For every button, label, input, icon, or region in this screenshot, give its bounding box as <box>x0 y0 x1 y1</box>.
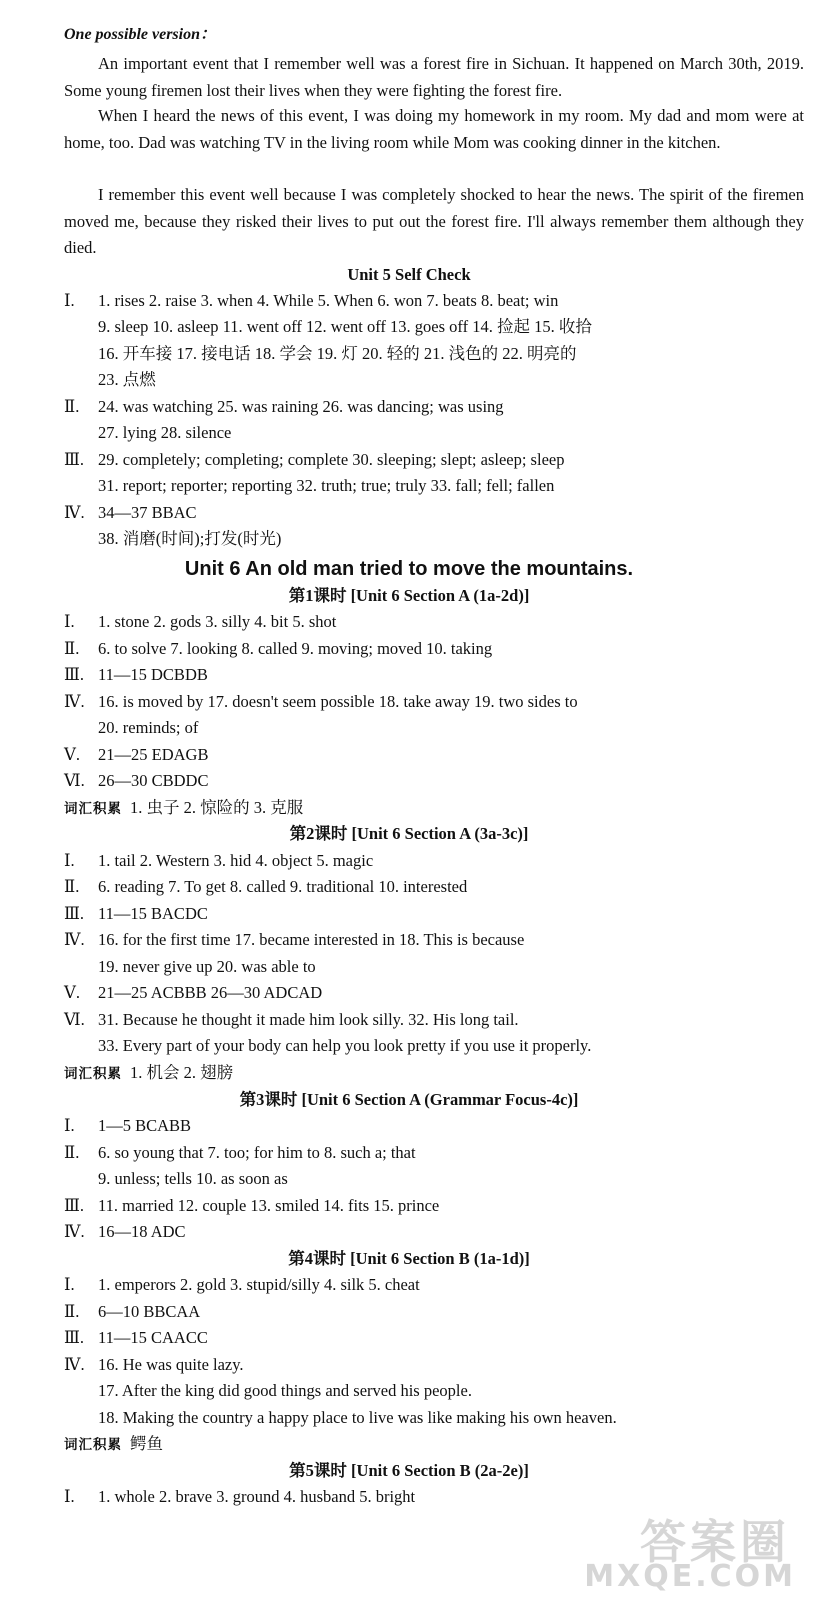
answer-text: 34—37 BBAC <box>98 503 197 522</box>
answer-text: 16—18 ADC <box>98 1222 186 1241</box>
answer-line <box>64 850 373 872</box>
answer-text: 31. report; reporter; reporting 32. truth; true; truly 33. fall; fell; fallen <box>98 476 555 495</box>
answer-text: 1. whole 2. brave 3. ground 4. husband 5. bright <box>98 1487 416 1506</box>
answer-line <box>64 982 322 1004</box>
roman-numeral: Ⅰ. <box>64 851 75 870</box>
roman-numeral: Ⅲ. <box>64 1196 85 1215</box>
roman-numeral: Ⅰ. <box>64 1487 75 1506</box>
answer-line <box>64 876 467 898</box>
vocab-line <box>64 1433 163 1456</box>
essay-paragraph-2: When I heard the news of this event, I was doing my homework in my room. My dad and mom were at home, too. Dad was watching TV in the living room while Mom was cooking dinner in the kitchen. <box>64 106 804 152</box>
answer-text: 17. After the king did good things and served his people. <box>98 1381 472 1400</box>
answer-text: 31. Because he thought it made him look silly. 32. His long tail. <box>98 1010 519 1029</box>
vocab-text: 1. 机会 2. 翅膀 <box>130 1063 234 1082</box>
answer-line <box>64 638 492 660</box>
roman-numeral: Ⅱ. <box>64 397 80 416</box>
answer-text: 11—15 CAACC <box>98 1328 208 1347</box>
lesson-title: 第1课时 [Unit 6 Section A (1a-2d)] <box>288 586 530 605</box>
vocab-label: 词汇积累 <box>64 1437 122 1452</box>
answer-line <box>64 1195 439 1217</box>
answer-text: 29. completely; completing; complete 30. sleeping; slept; asleep; sleep <box>98 450 565 469</box>
answer-line <box>64 1301 200 1323</box>
answer-text: 1. emperors 2. gold 3. stupid/silly 4. silk 5. cheat <box>98 1275 420 1294</box>
lesson-title: 第4课时 [Unit 6 Section B (1a-1d)] <box>288 1249 530 1268</box>
answer-line <box>98 717 198 739</box>
answer-text: 38. 消磨(时间);打发(时光) <box>98 529 282 548</box>
answer-text: 6—10 BBCAA <box>98 1302 201 1321</box>
watermark-logo-en: MXQE.COM <box>584 1559 796 1594</box>
watermark-logo-cn: 答案圈 <box>640 1515 790 1569</box>
answer-line <box>64 449 564 471</box>
answer-line <box>98 1035 591 1057</box>
roman-numeral: Ⅲ. <box>64 665 85 684</box>
answer-line <box>98 1168 288 1190</box>
roman-numeral: Ⅲ. <box>64 450 85 469</box>
roman-numeral: Ⅳ. <box>64 503 85 522</box>
roman-numeral: Ⅰ. <box>64 1116 75 1135</box>
answer-line <box>64 929 524 951</box>
roman-numeral: Ⅱ. <box>64 1302 80 1321</box>
vocab-line <box>64 1062 233 1085</box>
roman-numeral: Ⅰ. <box>64 1275 75 1294</box>
answer-line <box>64 396 504 418</box>
vocab-text: 1. 虫子 2. 惊险的 3. 克服 <box>130 798 304 817</box>
answer-line <box>64 903 208 925</box>
answer-text: 1. rises 2. raise 3. when 4. While 5. When 6. won 7. beats 8. beat; win <box>98 291 559 310</box>
answer-text: 21—25 ACBBB 26—30 ADCAD <box>98 983 323 1002</box>
answer-text: 33. Every part of your body can help you look pretty if you use it properly. <box>98 1036 592 1055</box>
roman-numeral: Ⅴ. <box>64 745 81 764</box>
answer-text: 16. for the first time 17. became interested in 18. This is because <box>98 930 525 949</box>
answer-line <box>64 1142 416 1164</box>
answer-text: 19. never give up 20. was able to <box>98 957 316 976</box>
answer-text: 9. unless; tells 10. as soon as <box>98 1169 288 1188</box>
answer-line <box>64 1274 420 1296</box>
answer-line <box>98 528 281 550</box>
answer-text: 11. married 12. couple 13. smiled 14. fits 15. prince <box>98 1196 440 1215</box>
answer-text: 24. was watching 25. was raining 26. was dancing; was using <box>98 397 504 416</box>
answer-line <box>98 369 156 391</box>
answer-line <box>98 475 554 497</box>
roman-numeral: Ⅵ. <box>64 1010 85 1029</box>
vocab-label: 词汇积累 <box>64 1066 122 1081</box>
answer-line <box>98 956 316 978</box>
self-check-title: Unit 5 Self Check <box>347 265 471 284</box>
answer-line <box>64 744 208 766</box>
vocab-text: 鳄鱼 <box>130 1434 163 1453</box>
answer-text: 18. Making the country a happy place to live was like making his own heaven. <box>98 1408 617 1427</box>
essay-paragraph-3: I remember this event well because I was completely shocked to hear the news. The spirit of the firemen moved me, because they risked their lives to put out the forest fire. I'll always remember them although they died. <box>64 185 804 257</box>
roman-numeral: Ⅱ. <box>64 877 80 896</box>
roman-numeral: Ⅵ. <box>64 771 85 790</box>
essay-paragraph-1: An important event that I remember well was a forest fire in Sichuan. It happened on March 30th, 2019. Some young firemen lost their lives when they were fighting the forest fire. <box>64 54 804 100</box>
lesson-title: 第2课时 [Unit 6 Section A (3a-3c)] <box>289 824 529 843</box>
answer-text: 16. He was quite lazy. <box>98 1355 244 1374</box>
answer-text: 6. to solve 7. looking 8. called 9. moving; moved 10. taking <box>98 639 493 658</box>
answer-line <box>98 422 231 444</box>
answer-line <box>64 290 558 312</box>
roman-numeral: Ⅳ. <box>64 930 85 949</box>
site-watermark <box>586 1504 796 1594</box>
answer-text: 16. is moved by 17. doesn't seem possible 18. take away 19. two sides to <box>98 692 578 711</box>
roman-numeral: Ⅱ. <box>64 639 80 658</box>
answer-text: 11—15 BACDC <box>98 904 208 923</box>
roman-numeral: Ⅰ. <box>64 291 75 310</box>
roman-numeral: Ⅲ. <box>64 1328 85 1347</box>
lesson-title: 第5课时 [Unit 6 Section B (2a-2e)] <box>289 1461 529 1480</box>
answer-text: 9. sleep 10. asleep 11. went off 12. went off 13. goes off 14. 捡起 15. 收拾 <box>98 317 592 336</box>
answer-text: 6. so young that 7. too; for him to 8. such a; that <box>98 1143 416 1162</box>
unit-title: Unit 6 An old man tried to move the mountains. <box>184 558 634 580</box>
answer-line <box>64 664 208 686</box>
answer-line <box>98 316 592 338</box>
answer-line <box>98 1380 472 1402</box>
roman-numeral: Ⅳ. <box>64 1222 85 1241</box>
essay-lead: One possible version： <box>64 26 217 43</box>
answer-text: 27. lying 28. silence <box>98 423 232 442</box>
answer-text: 6. reading 7. To get 8. called 9. traditional 10. interested <box>98 877 468 896</box>
answer-line <box>64 1221 186 1243</box>
answer-line <box>64 1486 415 1508</box>
roman-numeral: Ⅱ. <box>64 1143 80 1162</box>
roman-numeral: Ⅳ. <box>64 1355 85 1374</box>
roman-numeral: Ⅰ. <box>64 612 75 631</box>
answer-text: 21—25 EDAGB <box>98 745 209 764</box>
vocab-line <box>64 797 303 820</box>
answer-line <box>64 770 208 792</box>
answer-text: 16. 开车接 17. 接电话 18. 学会 19. 灯 20. 轻的 21. 浅色的 22. 明亮的 <box>98 344 577 363</box>
roman-numeral: Ⅲ. <box>64 904 85 923</box>
answer-text: 26—30 CBDDC <box>98 771 209 790</box>
roman-numeral: Ⅴ. <box>64 983 81 1002</box>
answer-line <box>98 343 577 365</box>
answer-text: 23. 点燃 <box>98 370 156 389</box>
answer-text: 11—15 DCBDB <box>98 665 208 684</box>
lesson-title: 第3课时 [Unit 6 Section A (Grammar Focus-4c)] <box>239 1090 579 1109</box>
answer-line <box>64 1009 519 1031</box>
answer-text: 1—5 BCABB <box>98 1116 192 1135</box>
answer-text: 20. reminds; of <box>98 718 199 737</box>
answer-text: 1. tail 2. Western 3. hid 4. object 5. magic <box>98 851 374 870</box>
answer-line <box>64 1354 244 1376</box>
answer-line <box>64 1115 191 1137</box>
answer-text: 1. stone 2. gods 3. silly 4. bit 5. shot <box>98 612 337 631</box>
roman-numeral: Ⅳ. <box>64 692 85 711</box>
answer-line <box>64 691 578 713</box>
answer-line <box>98 1407 617 1429</box>
answer-line <box>64 1327 208 1349</box>
answer-line <box>64 502 197 524</box>
vocab-label: 词汇积累 <box>64 801 122 816</box>
answer-line <box>64 611 336 633</box>
